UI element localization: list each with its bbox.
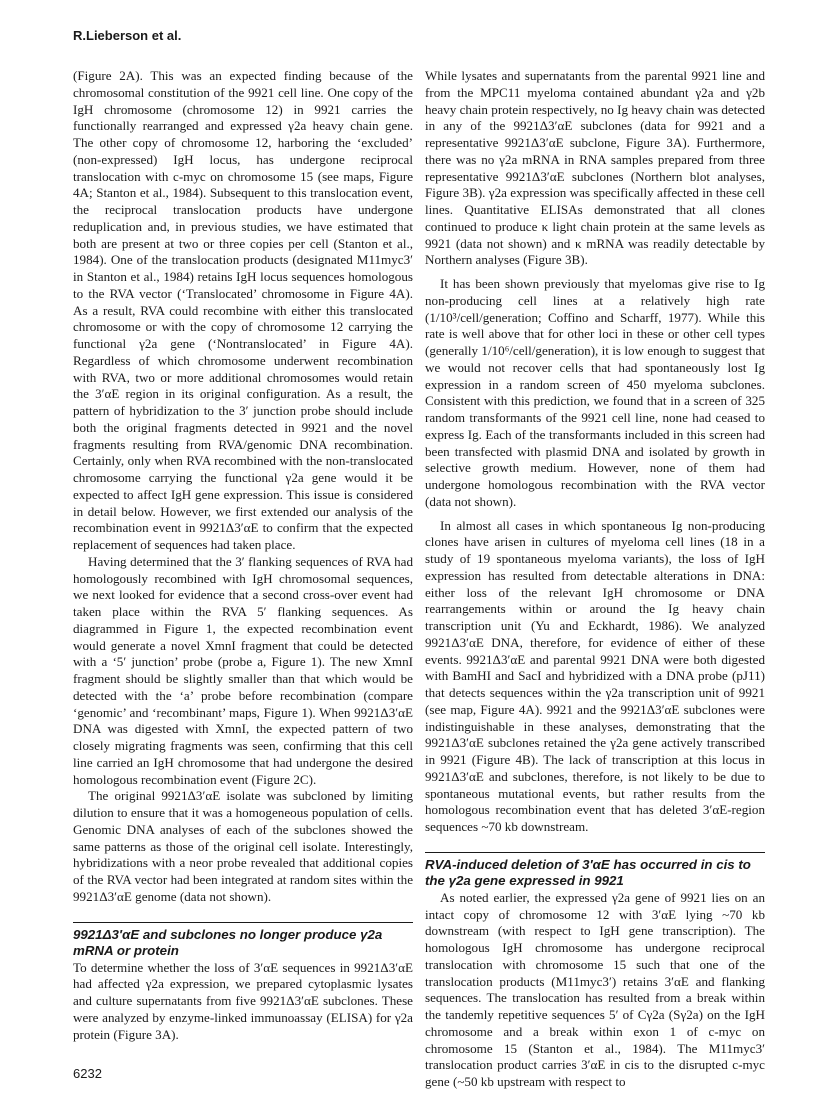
- left-paragraph-1: (Figure 2A). This was an expected finding because of the chromosomal constitution of the 9921 cell line. One copy of the IgH chromosome (chromosome 12) in 9921 carries the functionally rearranged and expressed γ2a heavy chain gene. The other copy of chromosome 12, harboring the ‘excluded’ (non-expressed) IgH locus, has undergone reciprocal translocation with c-myc on chromosome 15 (see maps, Figure 4A; Stanton et al., 1984). Subsequent to this translocation event, the reciprocal translocation products have undergone reduplication and, in previous studies, we have estimated that both are present at two or three copies per cell (Stanton et al., 1984). One of the translocation products (designated M11myc3′ in Stanton et al., 1984) retains IgH locus sequences homologous to the RVA vector (‘Translocated’ chromosome in Figure 4A). As a result, RVA could recombine with either this translocated chromosome or with the copy of chromosome 12 carrying the functional γ2a gene (‘Nontranslocated’ in Figure 4A). Regardless of which chromosome underwent recombination with RVA, two or more additional chromosomes would retain the 3′αE region in its original configuration. As a result, the pattern of hybridization to the 3′ junction probe should include both the original fragments detected in 9921 and the novel fragments resulting from RVA/genomic DNA recombination. Certainly, only when RVA recombined with the non-translocated chromosome carrying the functional γ2a gene would it be expected to affect IgH gene expression. This issue is considered in detail below. However, we first extended our analysis of the recombination event in 9921Δ3′αE to confirm that the expected replacement of sequences had taken place.: [73, 68, 413, 552]
- left-paragraph-4: To determine whether the loss of 3′αE sequences in 9921Δ3′αE had affected γ2a expression, we prepared cytoplasmic lysates and culture supernatants from five 9921Δ3′αE subclones. These were analyzed by enzyme-linked immunoassay (ELISA) for γ2a protein (Figure 3A).: [73, 959, 413, 1042]
- right-paragraph-4: As noted earlier, the expressed γ2a gene of 9921 lies on an intact copy of chromosome 12 with 3′αE lying ~70 kb downstream (with respect to IgH gene transcription). The homologous IgH chromosome has undergone reciprocal translocation with chromosome 15 such that one of the translocation products (M11myc3′) retains 3′αE and flanking sequences. The translocation has resulted from a break within the tandemly repetitive sequences 5′ of Cγ2a (Sγ2a) on the IgH chromosome and a break within exon 1 of c-myc on chromosome 15 (Stanton et al., 1984). The M11myc3′ translocation product carries 3′αE in cis to the disrupted c-myc gene (~50 kb upstream with respect to: [425, 889, 765, 1089]
- right-paragraph-3: In almost all cases in which spontaneous Ig non-producing clones have arisen in cultures of myeloma cell lines (18 in a study of 19 spontaneous myeloma variants), the loss of IgH expression has resulted from detectable alterations in DNA: either loss of the relevant IgH chromosome or DNA rearrangements within or around the Ig heavy chain transcription unit (Yu and Eckhardt, 1986). We analyzed 9921Δ3′αE DNA, therefore, for evidence of either of these events. 9921Δ3′αE and parental 9921 DNA were both digested with BamHI and SacI and hybridized with a DNA probe (pJ11) that detects sequences within the γ2a transcription unit of 9921 (see map, Figure 4A). 9921 and the 9921Δ3′αE subclones were indistinguishable in these analyses, demonstrating that the 9921Δ3′αE subclones retained the γ2a gene actively transcribed in 9921 (Figure 4B). The lack of transcription at this locus in 9921Δ3′αE and subclones, therefore, is not likely to be due to spontaneous mutational events, but rather results from the homologous recombination event that has deleted 3′αE-region sequences ~70 kb downstream.: [425, 517, 765, 834]
- section-rule: [425, 852, 765, 853]
- right-paragraph-1: While lysates and supernatants from the parental 9921 line and from the MPC11 myeloma contained abundant γ2a and γ2b heavy chain protein respectively, no Ig heavy chain was detected in any of the 9921Δ3′αE subclones (data for 9921 and a representative 9921Δ3′αE subclone, Figure 3A). Furthermore, there was no γ2a mRNA in RNA samples prepared from three representative 9921Δ3′αE subclones (Northern blot analyses, Figure 3B). γ2a expression was specifically affected in these cell lines. Quantitative ELISAs demonstrated that all clones continued to produce κ light chain protein at the same levels as 9921 (data not shown) and κ mRNA was readily detectable by Northern analyses (Figure 3B).: [425, 68, 765, 268]
- page-number: 6232: [73, 1066, 102, 1081]
- right-paragraph-2: It has been shown previously that myelomas give rise to Ig non-producing cell lines at a relatively high rate (1/10³/cell/generation; Coffino and Scharff, 1977). While this rate is well above that for other loci in these or other cell types (generally 1/10⁶/cell/generation), it is low enough to suggest that we would not recover cells that had spontaneously lost Ig expression in a random screen of 450 myeloma subclones. Consistent with this prediction, we found that in a screen of 325 random transformants of the 9921 cell line, none had ceased to express Ig. Each of the transformants included in this screen had been transfected with plasmid DNA and isolated by growth in selective growth medium. However, none of them had undergone homologous recombination with the RVA vector (data not shown).: [425, 276, 765, 509]
- section-rule: [73, 922, 413, 923]
- section-heading: RVA-induced deletion of 3′αE has occurred in cis to the γ2a gene expressed in 9921: [425, 856, 751, 889]
- left-column: [73, 68, 413, 1043]
- running-head: R.Lieberson et al.: [73, 28, 182, 43]
- section-heading: 9921Δ3′αE and subclones no longer produce γ2a mRNA or protein: [73, 926, 383, 958]
- left-paragraph-3: The original 9921Δ3′αE isolate was subcloned by limiting dilution to ensure that it was a homogeneous population of cells. Genomic DNA analyses of each of the subclones showed the same patterns as those of the original cell isolate. Interestingly, hybridizations with a neor probe revealed that additional copies of the RVA vector had been integrated at random sites within the 9921Δ3′αE genome (data not shown).: [73, 788, 413, 904]
- left-paragraph-2: Having determined that the 3′ flanking sequences of RVA had homologously recombined with IgH chromosomal sequences, we next looked for evidence that a second cross-over event had taken place within the RVA 5′ flanking sequences. As diagrammed in Figure 1, the expected recombination event would generate a novel XmnI fragment that could be detected with a ‘5′ junction’ probe (probe a, Figure 1). The new XmnI fragment should be slightly smaller than that which would be detected with the ‘a’ probe before recombination (compare ‘genomic’ and ‘recombinant’ maps, Figure 1). When 9921Δ3′αE DNA was digested with XmnI, the expected pattern of two closely migrating fragments was seen, confirming that this cell line carried an IgH chromosome that had undergone the desired homologous recombination event (Figure 2C).: [73, 553, 413, 787]
- right-column: [425, 68, 765, 1091]
